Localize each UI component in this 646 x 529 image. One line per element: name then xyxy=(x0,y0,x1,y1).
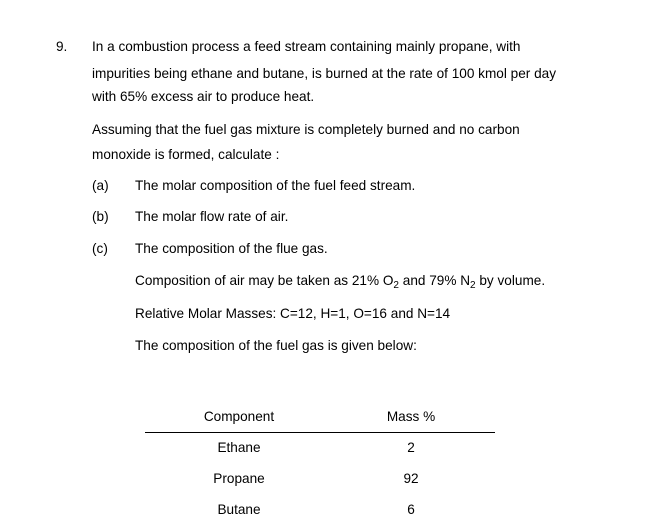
intro-line-3: with 65% excess air to produce heat. xyxy=(92,89,315,104)
part-b-label: (b) xyxy=(92,209,109,224)
part-c-text: The composition of the flue gas. xyxy=(135,241,328,256)
component-cell: Butane xyxy=(217,502,261,517)
header-mass-percent: Mass % xyxy=(386,409,436,424)
header-component: Component xyxy=(203,409,275,424)
n2-subscript: 2 xyxy=(470,280,476,291)
air-composition-note xyxy=(135,273,545,289)
assumption-line-1: Assuming that the fuel gas mixture is completely burned and no carbon xyxy=(92,122,520,137)
intro-line-2: impurities being ethane and butane, is burned at the rate of 100 kmol per day xyxy=(92,66,556,81)
assumption-line-2: monoxide is formed, calculate : xyxy=(92,147,280,162)
mass-cell: 2 xyxy=(407,440,415,455)
component-cell: Ethane xyxy=(217,440,261,455)
mass-cell: 92 xyxy=(403,471,419,486)
part-c-label: (c) xyxy=(92,241,108,256)
part-a-label: (a) xyxy=(92,178,109,193)
o2-subscript: 2 xyxy=(393,280,399,291)
part-a-text: The molar composition of the fuel feed stream. xyxy=(135,178,416,193)
molar-masses: Relative Molar Masses: C=12, H=1, O=16 and N=14 xyxy=(135,306,451,321)
intro-line-1: In a combustion process a feed stream containing mainly propane, with xyxy=(92,39,521,54)
component-cell: Propane xyxy=(213,471,265,486)
mass-cell: 6 xyxy=(407,502,415,517)
part-b-text: The molar flow rate of air. xyxy=(135,209,289,224)
air-note-suffix: by volume. xyxy=(475,273,546,288)
question-number: 9. xyxy=(56,39,68,54)
header-rule xyxy=(145,432,495,433)
table-intro: The composition of the fuel gas is given below: xyxy=(135,338,417,353)
air-note-prefix: Composition of air may be taken as 21% O xyxy=(135,273,394,288)
air-note-middle: and 79% N xyxy=(398,273,471,288)
